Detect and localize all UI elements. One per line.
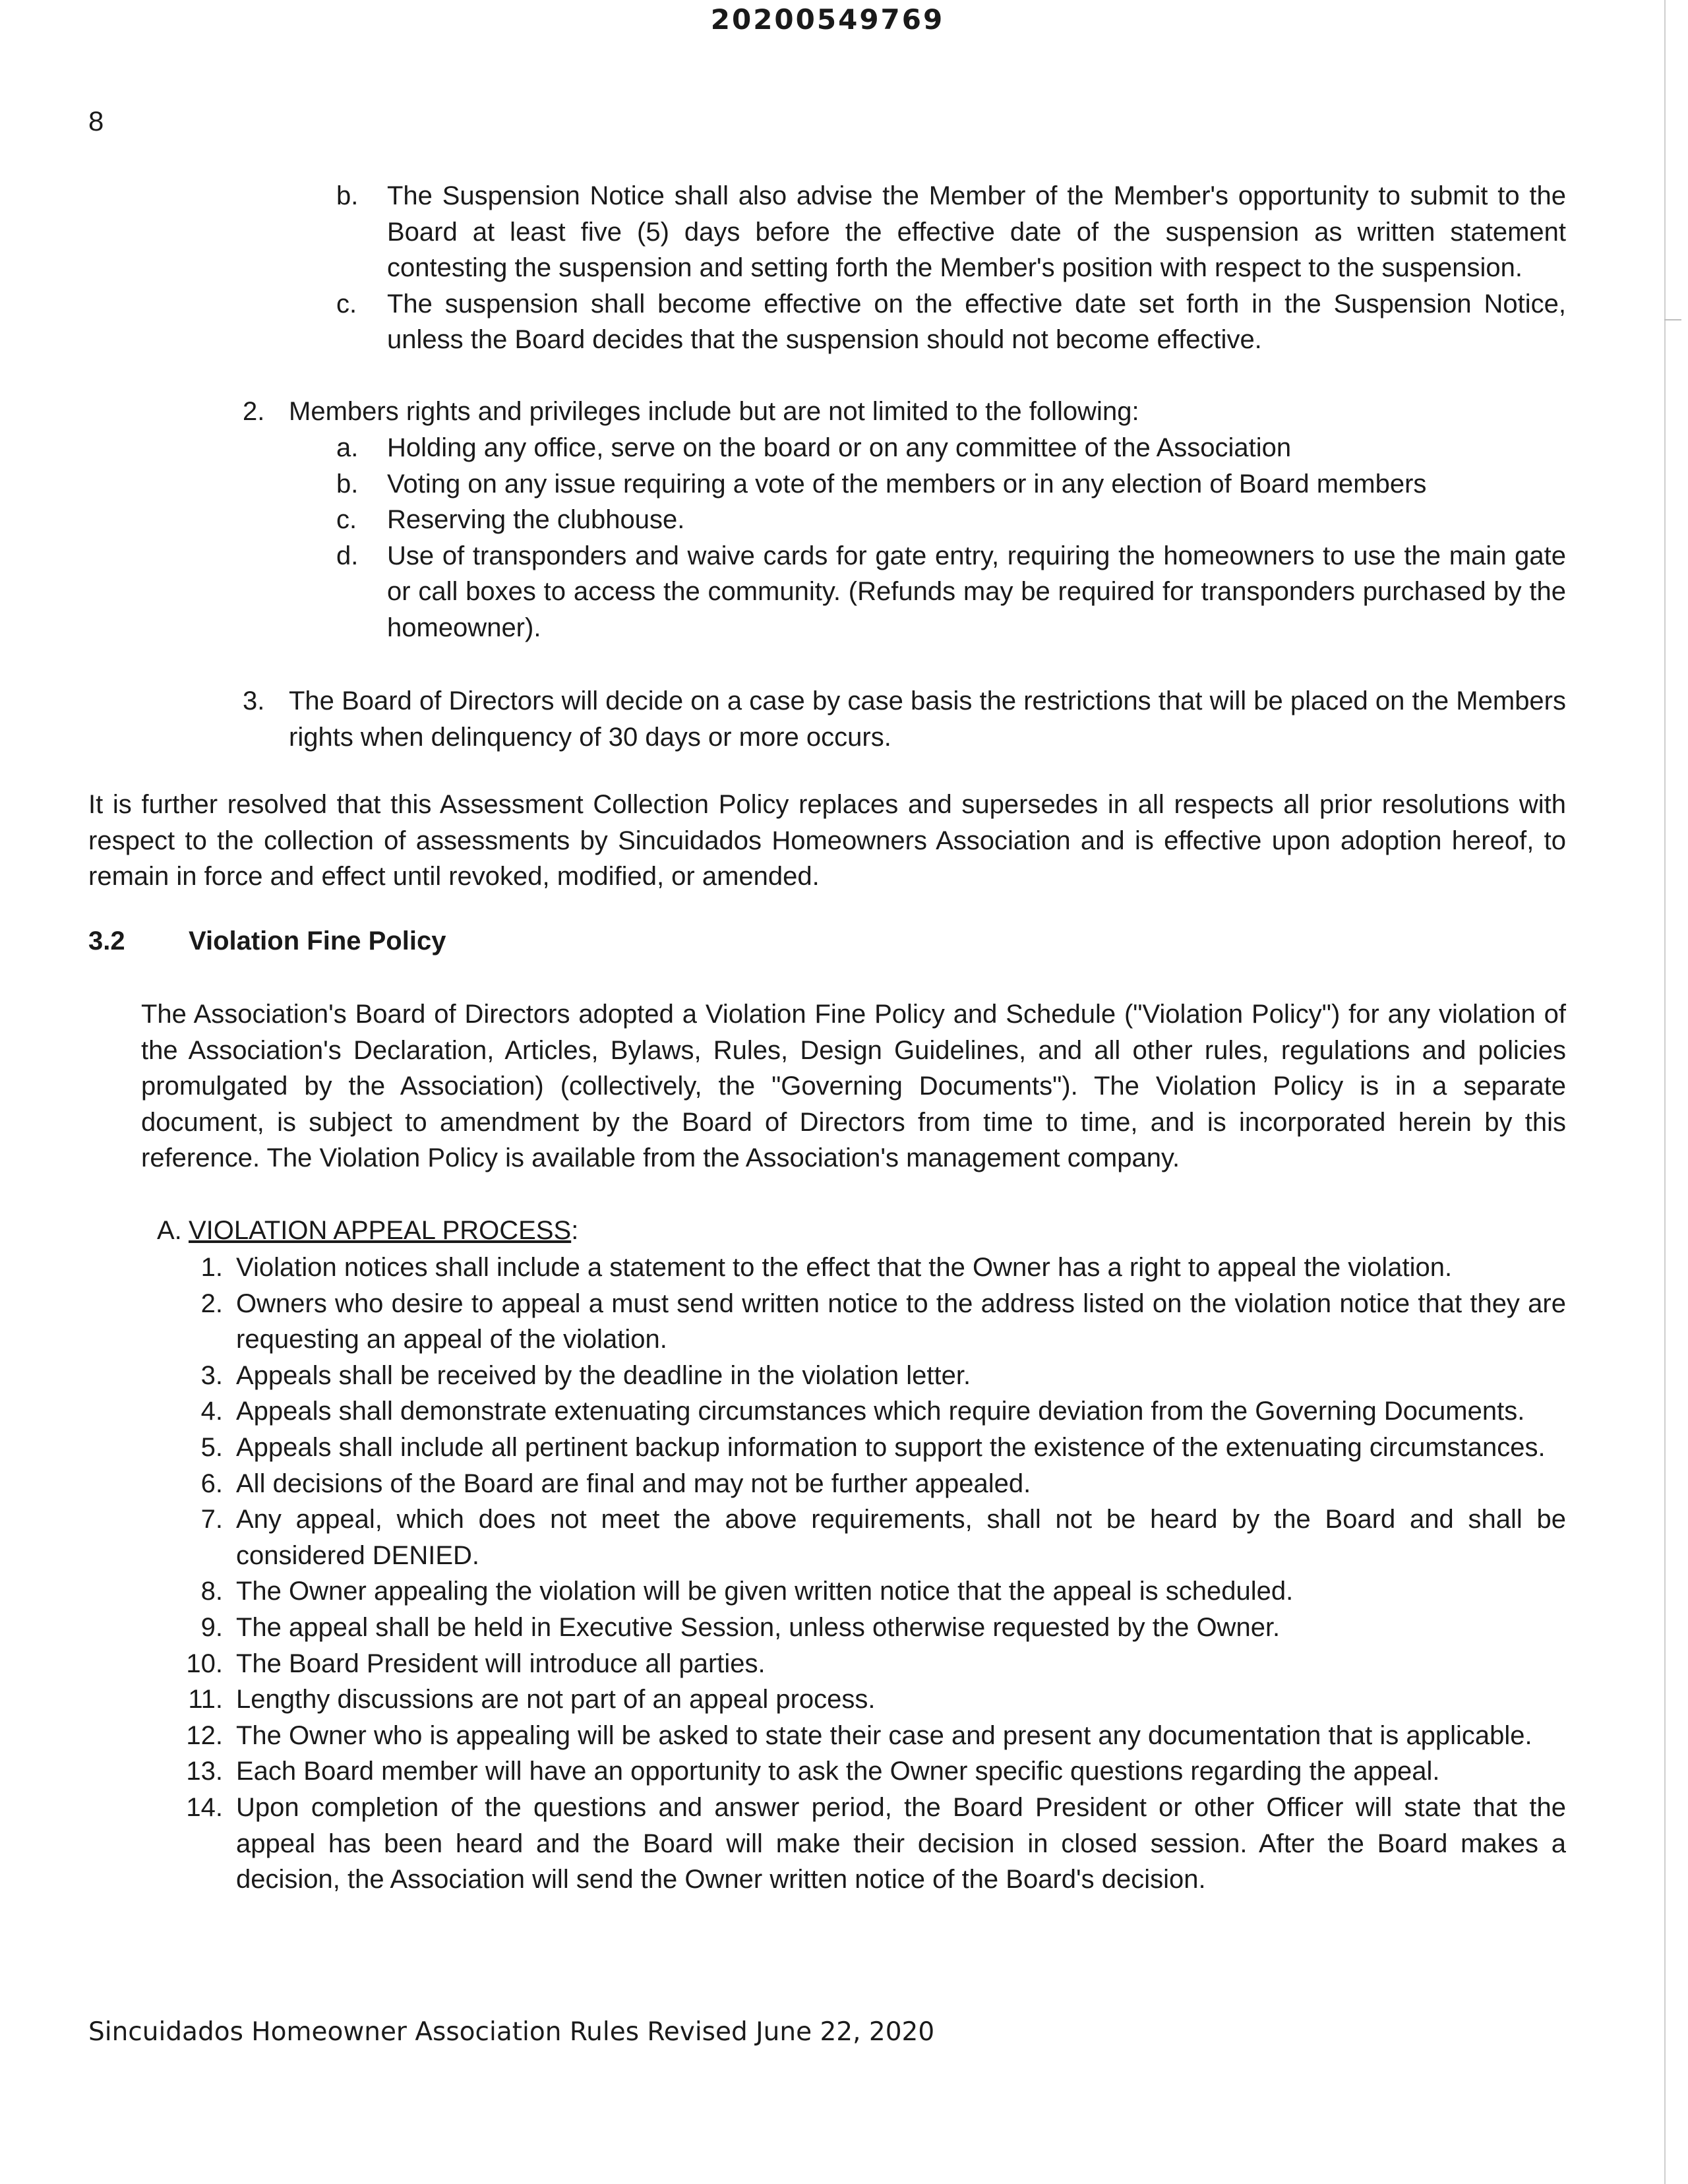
appeal-process-heading xyxy=(157,1213,578,1249)
list-item-text: The Suspension Notice shall also advise the Member of the Member's opportunity to submit to the Board at least five (5) days before the effective date of the suspension as written statement contesting the suspension and setting forth the Member's position with respect to the suspension. xyxy=(387,181,1566,283)
list-item xyxy=(336,538,1566,646)
list-item-text: Appeals shall include all pertinent backup information to support the existence of the extenuating circumstances. xyxy=(236,1432,1546,1462)
list-item xyxy=(174,1646,1566,1682)
suspension-notice-sub-items xyxy=(336,178,1566,358)
list-item xyxy=(174,1502,1566,1573)
page-footer: Sincuidados Homeowner Association Rules Revised June 22, 2020 xyxy=(88,2017,935,2047)
list-marker: 2. xyxy=(200,1289,223,1318)
appeal-process-title: VIOLATION APPEAL PROCESS xyxy=(189,1216,572,1245)
list-item-text: Members rights and privileges include but are not limited to the following: xyxy=(289,397,1139,426)
list-item xyxy=(174,1286,1566,1358)
list-marker: 10. xyxy=(186,1649,223,1678)
member-rights-item xyxy=(243,394,1566,430)
list-item-text: The Owner appealing the violation will be given written notice that the appeal is scheduled. xyxy=(236,1577,1294,1606)
list-item xyxy=(174,1430,1566,1466)
list-marker: 1. xyxy=(200,1253,223,1282)
scan-edge-rule xyxy=(1664,0,1666,2184)
list-item-text: The Owner who is appealing will be asked to state their case and present any documentation that is applicable. xyxy=(236,1720,1532,1750)
list-marker: 3. xyxy=(243,686,265,715)
list-marker: d. xyxy=(336,541,359,570)
list-marker: a. xyxy=(336,433,359,462)
list-item-text: Upon completion of the questions and answer period, the Board President or other Officer will state that the appeal has been heard and the Board will make their decision in closed session. After the Board makes a decision, the Association will send the Owner written notice of the Board's decision. xyxy=(236,1792,1566,1895)
list-item xyxy=(336,178,1566,286)
list-marker: 3. xyxy=(200,1360,223,1390)
list-marker: c. xyxy=(336,289,357,318)
list-item-text: Voting on any issue requiring a vote of the members or in any election of Board members xyxy=(387,469,1427,499)
list-item-text: The Board of Directors will decide on a case by case basis the restrictions that will be placed on the Members rights when delinquency of 30 days or more occurs. xyxy=(289,686,1566,752)
list-marker: 11. xyxy=(188,1685,223,1714)
list-item-text: All decisions of the Board are final and may not be further appealed. xyxy=(236,1469,1031,1498)
list-item xyxy=(174,1466,1566,1502)
list-item-text: Lengthy discussions are not part of an appeal process. xyxy=(236,1685,876,1714)
list-item xyxy=(174,1393,1566,1430)
list-item xyxy=(174,1682,1566,1718)
appeal-steps-list xyxy=(174,1250,1566,1898)
list-item xyxy=(174,1358,1566,1394)
list-marker: 14. xyxy=(186,1792,223,1822)
scan-edge-tick xyxy=(1664,319,1681,320)
list-marker: 6. xyxy=(200,1469,223,1498)
list-marker: 13. xyxy=(186,1757,223,1786)
section-number: 3.2 xyxy=(88,926,125,956)
page-number: 8 xyxy=(88,106,104,136)
section-title: Violation Fine Policy xyxy=(189,926,446,956)
list-item-text: Appeals shall demonstrate extenuating circumstances which require deviation from the Governing Documents. xyxy=(236,1397,1525,1426)
list-item xyxy=(336,466,1566,502)
list-item xyxy=(174,1610,1566,1646)
list-item-text: Appeals shall be received by the deadline in the violation letter. xyxy=(236,1360,971,1390)
list-marker: 4. xyxy=(200,1397,223,1426)
list-item-text: Any appeal, which does not meet the above requirements, shall not be heard by the Board and shall be considered DENIED. xyxy=(236,1505,1566,1570)
list-item xyxy=(174,1718,1566,1754)
violation-policy-paragraph: The Association's Board of Directors adopted a Violation Fine Policy and Schedule ("Violation Policy") for any violation of the Association's Declaration, Articles, Bylaws, Rules, Design Guidelines, and all other rules, regulations and policies promulgated by the Association) (collectively, the "Governing Documents"). The Violation Policy is in a separate document, is subject to amendment by the Board of Directors from time to time, and is incorporated herein by this reference. The Violation Policy is available from the Association's management company. xyxy=(141,1000,1566,1173)
list-item xyxy=(336,286,1566,358)
list-item xyxy=(174,1250,1566,1286)
resolution-paragraph: It is further resolved that this Assessment Collection Policy replaces and supersedes in all respects all prior resolutions with respect to the collection of assessments by Sincuidados Homeowners Association and is effective upon adoption hereof, to remain in force and effect until revoked, modified, or amended. xyxy=(88,790,1566,892)
list-item-text: The suspension shall become effective on the effective date set forth in the Suspension Notice, unless the Board decides that the suspension should not become effective. xyxy=(387,289,1566,355)
list-marker: A. xyxy=(157,1216,182,1245)
list-marker: 12. xyxy=(186,1720,223,1750)
list-marker: 9. xyxy=(200,1612,223,1642)
board-discretion-item xyxy=(243,683,1566,755)
list-item-text: Each Board member will have an opportunity to ask the Owner specific questions regarding the appeal. xyxy=(236,1757,1440,1786)
list-item xyxy=(174,1753,1566,1790)
list-item-text: The Board President will introduce all parties. xyxy=(236,1649,766,1678)
list-item-text: The appeal shall be held in Executive Session, unless otherwise requested by the Owner. xyxy=(236,1612,1281,1642)
list-item-text: Use of transponders and waive cards for gate entry, requiring the homeowners to use the main gate or call boxes to access the community. (Refunds may be required for transponders purchased by the homeowner). xyxy=(387,541,1566,642)
list-item xyxy=(336,430,1566,466)
list-item-text: Holding any office, serve on the board or on any committee of the Association xyxy=(387,433,1292,462)
list-item xyxy=(174,1573,1566,1610)
list-item-text: Owners who desire to appeal a must send written notice to the address listed on the violation notice that they are requesting an appeal of the violation. xyxy=(236,1289,1566,1354)
appeal-title-colon: : xyxy=(571,1216,579,1245)
list-marker: 7. xyxy=(200,1505,223,1534)
list-item xyxy=(336,502,1566,538)
list-marker: 8. xyxy=(200,1577,223,1606)
section-heading xyxy=(88,923,446,959)
list-item-text: Reserving the clubhouse. xyxy=(387,505,685,535)
document-number: 20200549769 xyxy=(710,3,945,36)
list-item-text: Violation notices shall include a statement to the effect that the Owner has a right to appeal the violation. xyxy=(236,1253,1453,1282)
list-marker: 5. xyxy=(200,1432,223,1462)
list-marker: c. xyxy=(336,505,357,535)
list-marker: b. xyxy=(336,469,359,499)
list-marker: 2. xyxy=(243,397,265,426)
privileges-list xyxy=(336,430,1566,646)
list-item xyxy=(174,1790,1566,1898)
list-marker: b. xyxy=(336,181,359,210)
